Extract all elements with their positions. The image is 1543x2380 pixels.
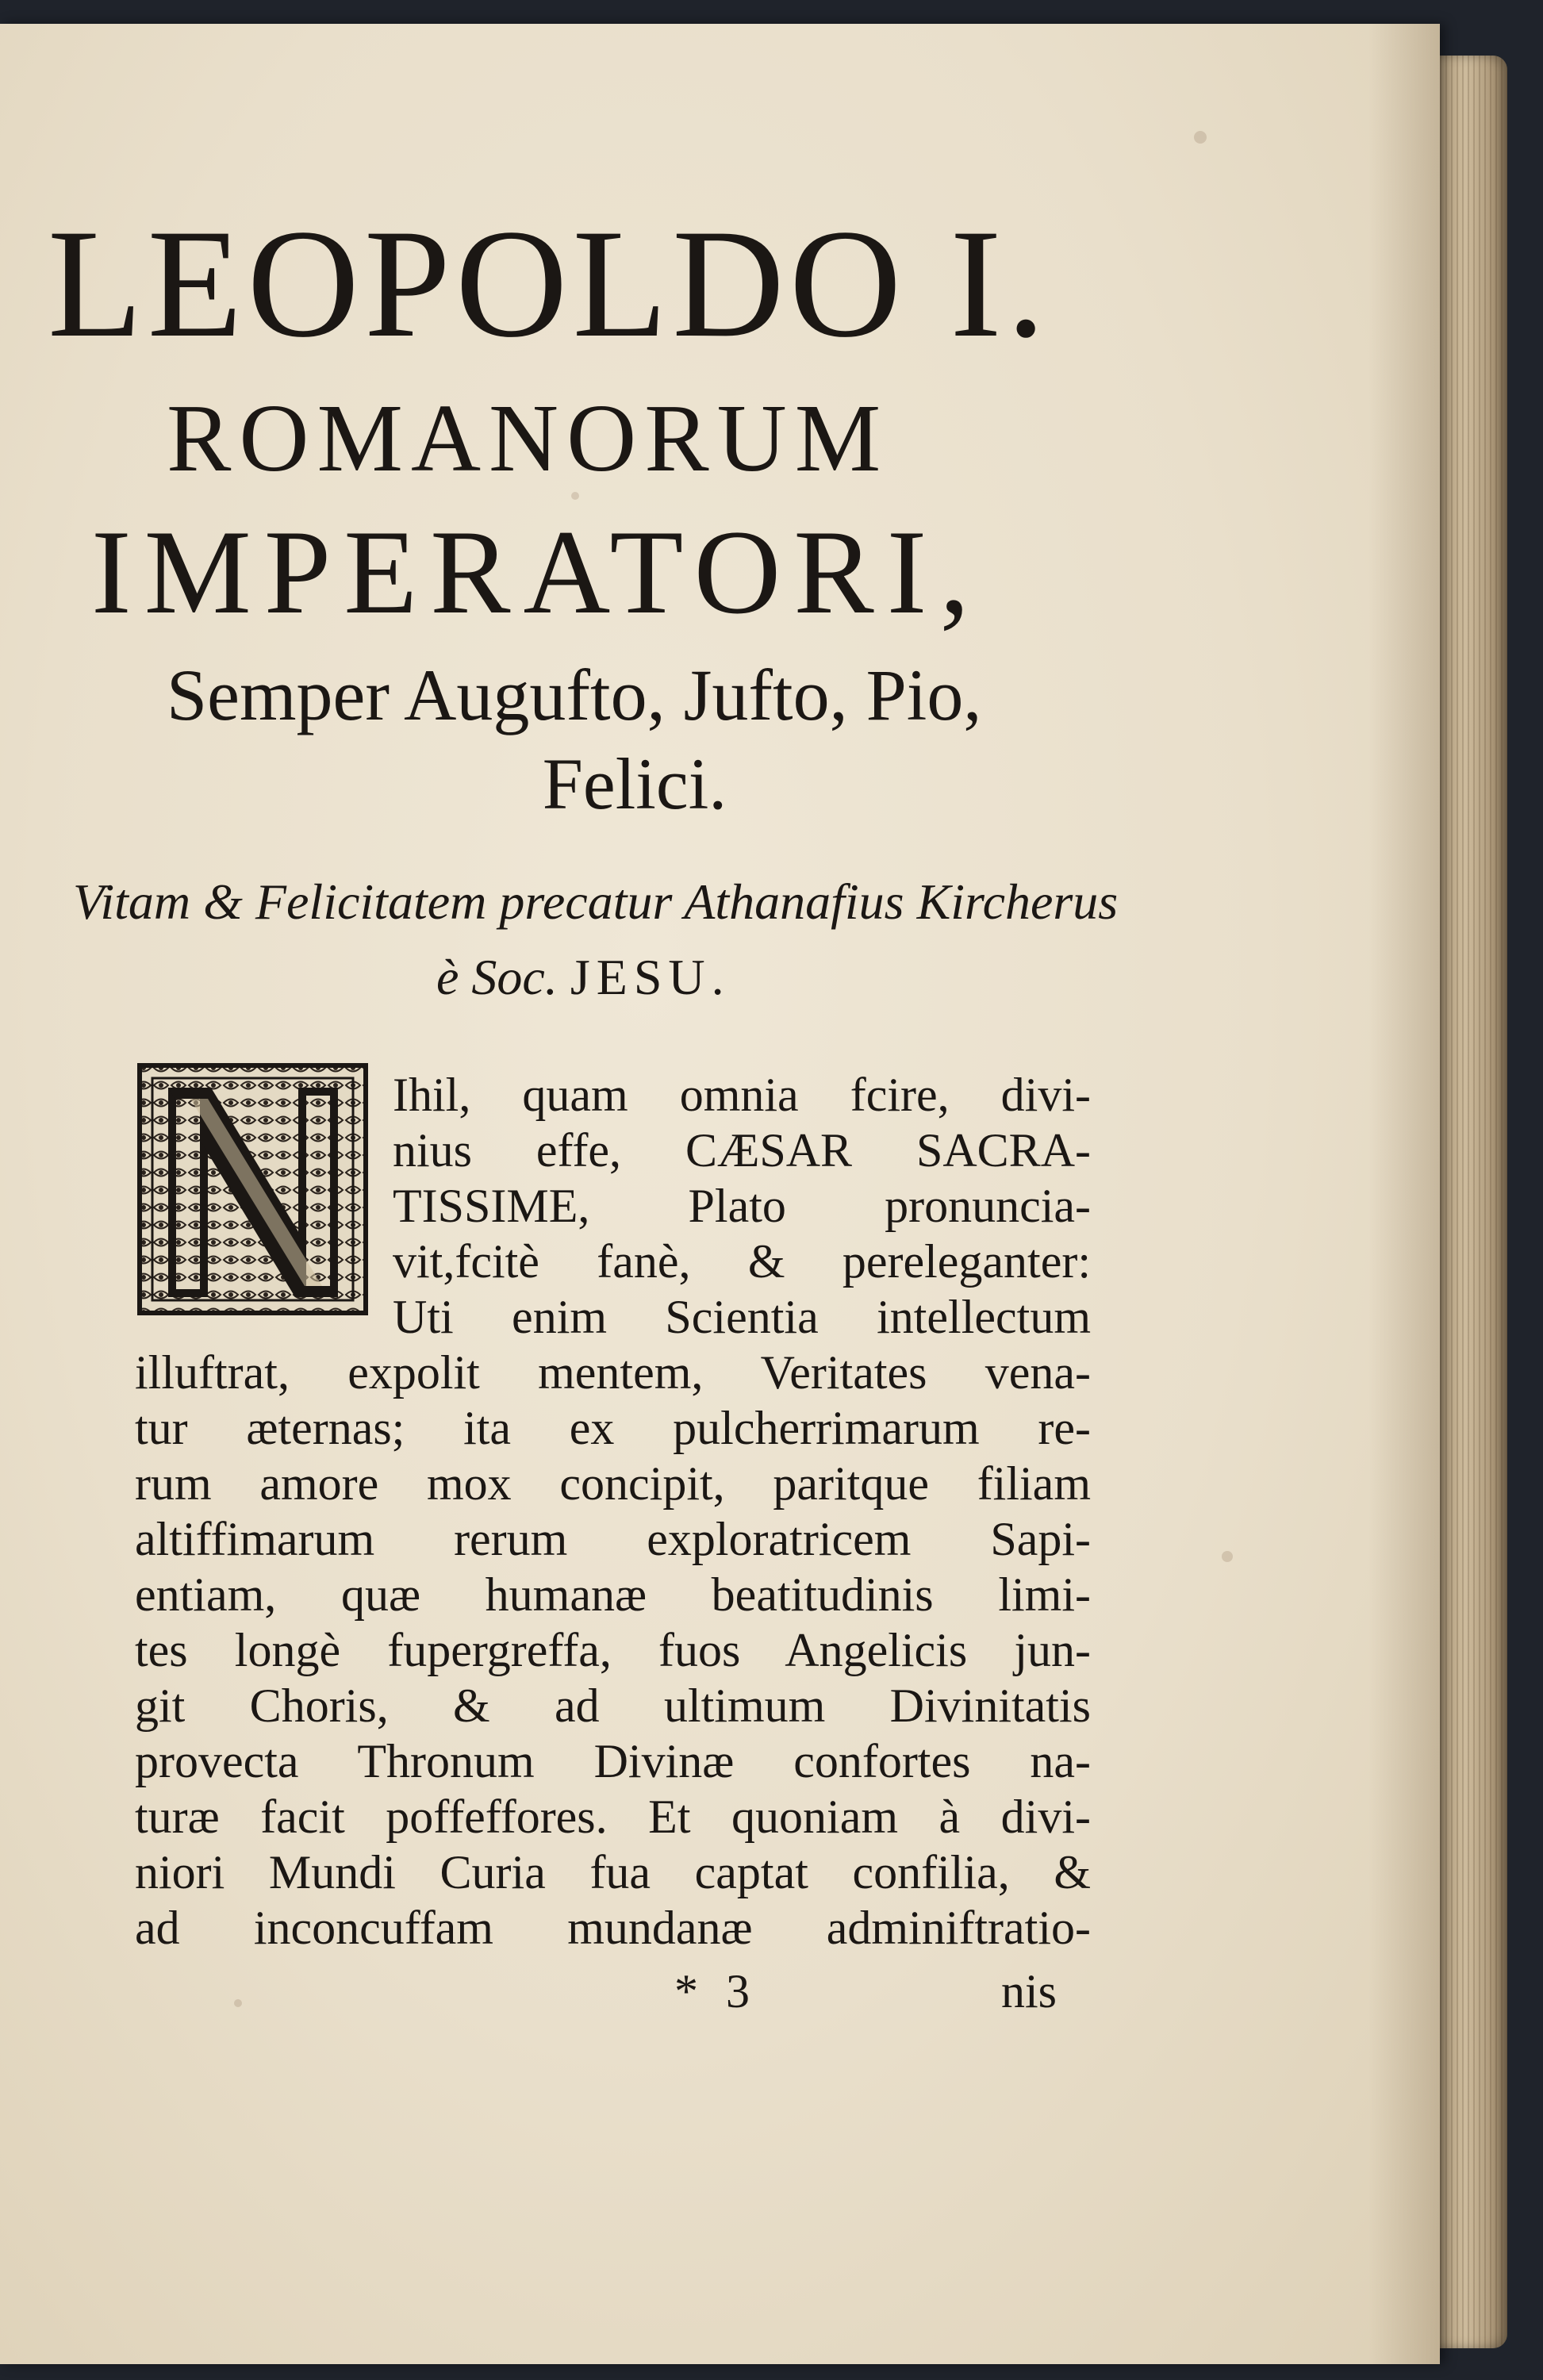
body-line: entiam, quæ humanæ beatitudinis limi- [135,1568,1091,1621]
body-line: TISSIME, Plato pronuncia- [393,1180,1091,1232]
signature-mark: * 3 [674,1965,758,2017]
paper-stain [571,492,579,500]
paper-stain [1194,131,1207,144]
dedication-jesu: JESU. [570,949,731,1005]
body-line: altiffimarum rerum exploratricem Sapi- [135,1513,1091,1565]
dedication-society [436,949,1071,1005]
dedication-line: Vitam & Felicitatem precatur Athanafius Kircherus [73,873,1119,930]
body-line: vit,fcitè fanè, & pereleganter: [393,1235,1091,1288]
body-line: ad inconcuffam mundanæ adminiftratio- [135,1902,1091,1954]
body-line: Uti enim Scientia intellectum [393,1291,1091,1343]
page-footer [0,1964,1190,2028]
body-line: tes longè fupergreffa, fuos Angelicis jun- [135,1624,1091,1676]
body-line: turæ facit poffeffores. Et quoniam à divi- [135,1791,1091,1843]
body-line: git Choris, & ad ultimum Divinitatis [135,1679,1091,1732]
heading-emperor-name: LEOPOLDO I. [48,198,1050,370]
book-page [0,24,1440,2364]
body-line: niori Mundi Curia fua captat confilia, & [135,1846,1091,1898]
body-line: nius effe, CÆSAR SACRA- [393,1124,1091,1177]
body-line: Ihil, quam omnia fcire, divi- [393,1069,1091,1121]
body-line: provecta Thronum Divinæ confortes na- [135,1735,1091,1787]
ornamental-initial-icon [135,1059,373,1321]
heading-romanorum: ROMANORUM [167,385,889,492]
body-line: tur æternas; ita ex pulcherrimarum re- [135,1402,1091,1454]
heading-felici: Felici. [542,743,727,824]
body-line: rum amore mox concipit, paritque filiam [135,1457,1091,1510]
dedication-society-prefix: è Soc. [436,949,558,1005]
catchword: nis [1001,1965,1057,2017]
body-line: illuftrat, expolit mentem, Veritates vena- [135,1346,1091,1399]
heading-epithets: Semper Augufto, Jufto, Pio, [167,654,982,735]
paper-stain [1222,1551,1233,1562]
heading-imperatori: IMPERATORI, [91,505,983,639]
